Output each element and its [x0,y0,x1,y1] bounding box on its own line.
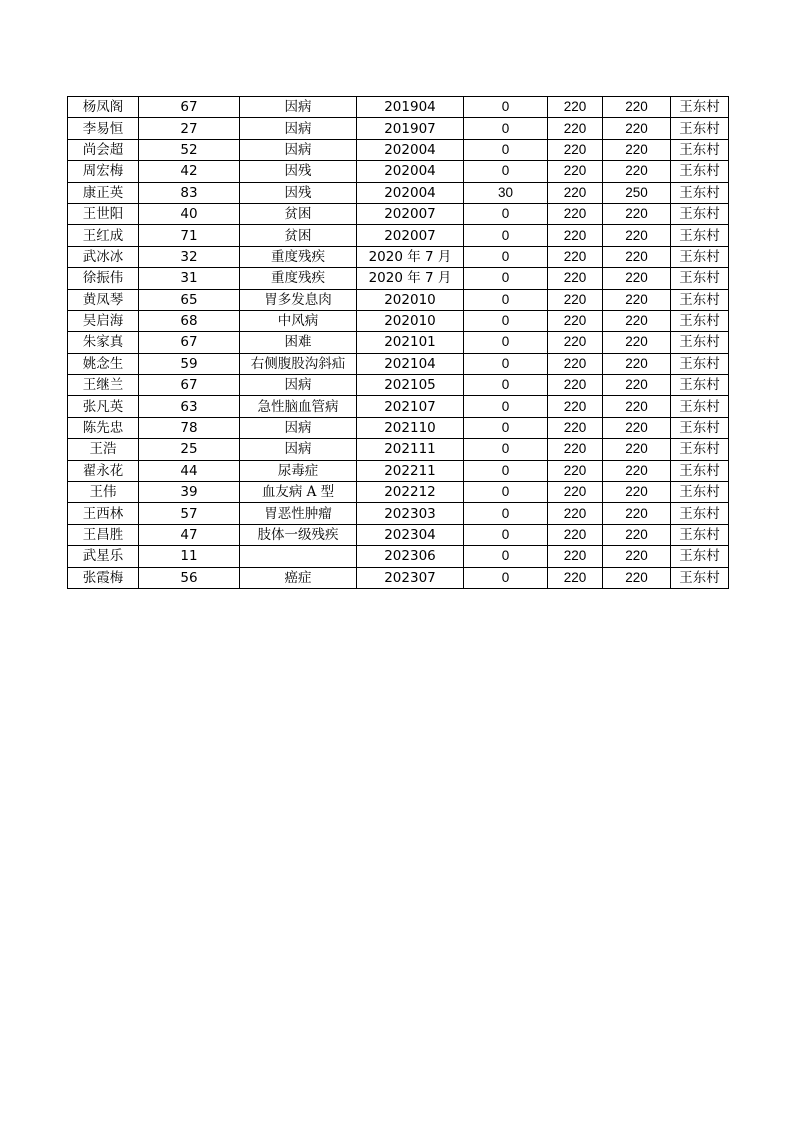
subsidy-amount-cell: 220 [548,268,603,289]
table-row [68,161,729,182]
reason-cell: 重度残疾 [240,268,357,289]
date-cell: 202105 [357,375,464,396]
total-amount-cell: 220 [603,268,671,289]
extra-amount-cell: 0 [464,203,548,224]
extra-amount-cell: 0 [464,139,548,160]
name-cell: 王西林 [68,503,139,524]
subsidy-amount-cell: 220 [548,203,603,224]
total-amount-cell: 220 [603,524,671,545]
date-cell: 201904 [357,97,464,118]
extra-amount-cell: 0 [464,460,548,481]
subsidy-amount-cell: 220 [548,225,603,246]
village-cell: 王东村 [671,546,729,567]
table-row [68,482,729,503]
total-amount-cell: 220 [603,396,671,417]
table-row [68,310,729,331]
total-amount-cell: 220 [603,546,671,567]
total-amount-cell: 220 [603,375,671,396]
subsidy-amount-cell: 220 [548,246,603,267]
village-cell: 王东村 [671,118,729,139]
total-amount-cell: 220 [603,482,671,503]
age-cell: 63 [139,396,240,417]
total-amount-cell: 250 [603,182,671,203]
total-amount-cell: 220 [603,439,671,460]
reason-cell: 胃多发息肉 [240,289,357,310]
name-cell: 尚会超 [68,139,139,160]
date-cell: 201907 [357,118,464,139]
age-cell: 71 [139,225,240,246]
extra-amount-cell: 0 [464,161,548,182]
date-cell: 202110 [357,417,464,438]
reason-cell: 尿毒症 [240,460,357,481]
total-amount-cell: 220 [603,97,671,118]
reason-cell: 贫困 [240,203,357,224]
extra-amount-cell: 0 [464,268,548,289]
subsidy-amount-cell: 220 [548,375,603,396]
name-cell: 武星乐 [68,546,139,567]
subsidy-amount-cell: 220 [548,289,603,310]
subsidy-amount-cell: 220 [548,97,603,118]
name-cell: 张凡英 [68,396,139,417]
subsidy-amount-cell: 220 [548,482,603,503]
village-cell: 王东村 [671,139,729,160]
extra-amount-cell: 0 [464,353,548,374]
reason-cell: 困难 [240,332,357,353]
village-cell: 王东村 [671,182,729,203]
table-row [68,289,729,310]
date-cell: 202010 [357,310,464,331]
name-cell: 张霞梅 [68,567,139,588]
extra-amount-cell: 0 [464,396,548,417]
subsidy-amount-cell: 220 [548,310,603,331]
table-row [68,503,729,524]
age-cell: 25 [139,439,240,460]
date-cell: 202107 [357,396,464,417]
total-amount-cell: 220 [603,139,671,160]
extra-amount-cell: 0 [464,332,548,353]
extra-amount-cell: 0 [464,375,548,396]
reason-cell: 因残 [240,182,357,203]
reason-cell: 贫困 [240,225,357,246]
age-cell: 56 [139,567,240,588]
extra-amount-cell: 0 [464,482,548,503]
table-row [68,139,729,160]
reason-cell: 血友病 A 型 [240,482,357,503]
table-row [68,375,729,396]
village-cell: 王东村 [671,375,729,396]
reason-cell: 因病 [240,97,357,118]
date-cell: 202101 [357,332,464,353]
name-cell: 王昌胜 [68,524,139,545]
village-cell: 王东村 [671,503,729,524]
name-cell: 王红成 [68,225,139,246]
village-cell: 王东村 [671,161,729,182]
village-cell: 王东村 [671,246,729,267]
total-amount-cell: 220 [603,567,671,588]
date-cell: 202307 [357,567,464,588]
name-cell: 姚念生 [68,353,139,374]
subsidy-amount-cell: 220 [548,417,603,438]
name-cell: 王伟 [68,482,139,503]
subsidy-amount-cell: 220 [548,332,603,353]
name-cell: 武冰冰 [68,246,139,267]
name-cell: 吴启海 [68,310,139,331]
table-row [68,203,729,224]
total-amount-cell: 220 [603,118,671,139]
extra-amount-cell: 0 [464,567,548,588]
age-cell: 59 [139,353,240,374]
reason-cell: 右侧腹股沟斜疝 [240,353,357,374]
table-row [68,567,729,588]
date-cell: 2020 年 7 月 [357,246,464,267]
age-cell: 57 [139,503,240,524]
extra-amount-cell: 0 [464,503,548,524]
extra-amount-cell: 0 [464,439,548,460]
name-cell: 周宏梅 [68,161,139,182]
total-amount-cell: 220 [603,460,671,481]
name-cell: 李易恒 [68,118,139,139]
date-cell: 202004 [357,139,464,160]
date-cell: 202212 [357,482,464,503]
age-cell: 68 [139,310,240,331]
total-amount-cell: 220 [603,225,671,246]
reason-cell: 因病 [240,417,357,438]
name-cell: 王浩 [68,439,139,460]
table-row [68,118,729,139]
total-amount-cell: 220 [603,503,671,524]
subsidy-amount-cell: 220 [548,118,603,139]
reason-cell: 因病 [240,439,357,460]
village-cell: 王东村 [671,524,729,545]
age-cell: 78 [139,417,240,438]
age-cell: 27 [139,118,240,139]
total-amount-cell: 220 [603,353,671,374]
village-cell: 王东村 [671,332,729,353]
date-cell: 202007 [357,203,464,224]
village-cell: 王东村 [671,289,729,310]
name-cell: 杨凤阁 [68,97,139,118]
subsidy-amount-cell: 220 [548,460,603,481]
age-cell: 67 [139,375,240,396]
reason-cell: 胃恶性肿瘤 [240,503,357,524]
date-cell: 202004 [357,182,464,203]
table-row [68,353,729,374]
reason-cell: 急性脑血管病 [240,396,357,417]
subsidy-amount-cell: 220 [548,567,603,588]
age-cell: 40 [139,203,240,224]
extra-amount-cell: 0 [464,417,548,438]
village-cell: 王东村 [671,225,729,246]
table-row [68,225,729,246]
total-amount-cell: 220 [603,161,671,182]
subsidy-amount-cell: 220 [548,546,603,567]
date-cell: 202304 [357,524,464,545]
age-cell: 31 [139,268,240,289]
total-amount-cell: 220 [603,332,671,353]
extra-amount-cell: 0 [464,310,548,331]
name-cell: 陈先忠 [68,417,139,438]
total-amount-cell: 220 [603,289,671,310]
age-cell: 11 [139,546,240,567]
village-cell: 王东村 [671,396,729,417]
extra-amount-cell: 0 [464,246,548,267]
subsidy-amount-cell: 220 [548,439,603,460]
table-row [68,439,729,460]
subsidy-amount-cell: 220 [548,182,603,203]
date-cell: 202010 [357,289,464,310]
assistance-roster-table [67,96,729,589]
extra-amount-cell: 0 [464,118,548,139]
total-amount-cell: 220 [603,203,671,224]
subsidy-amount-cell: 220 [548,396,603,417]
date-cell: 202104 [357,353,464,374]
village-cell: 王东村 [671,268,729,289]
table-row [68,396,729,417]
extra-amount-cell: 0 [464,225,548,246]
date-cell: 202007 [357,225,464,246]
reason-cell: 因病 [240,118,357,139]
extra-amount-cell: 0 [464,289,548,310]
reason-cell: 因残 [240,161,357,182]
age-cell: 42 [139,161,240,182]
table-row [68,524,729,545]
table-row [68,97,729,118]
reason-cell: 肢体一级残疾 [240,524,357,545]
village-cell: 王东村 [671,439,729,460]
name-cell: 黄凤琴 [68,289,139,310]
name-cell: 康正英 [68,182,139,203]
date-cell: 202306 [357,546,464,567]
reason-cell: 中风病 [240,310,357,331]
name-cell: 翟永花 [68,460,139,481]
extra-amount-cell: 0 [464,97,548,118]
table-row [68,246,729,267]
subsidy-amount-cell: 220 [548,139,603,160]
reason-cell: 因病 [240,139,357,160]
subsidy-amount-cell: 220 [548,161,603,182]
age-cell: 52 [139,139,240,160]
extra-amount-cell: 0 [464,524,548,545]
age-cell: 65 [139,289,240,310]
reason-cell: 癌症 [240,567,357,588]
reason-cell [240,546,357,567]
age-cell: 32 [139,246,240,267]
reason-cell: 重度残疾 [240,246,357,267]
table-row [68,268,729,289]
date-cell: 202111 [357,439,464,460]
extra-amount-cell: 30 [464,182,548,203]
village-cell: 王东村 [671,482,729,503]
subsidy-amount-cell: 220 [548,353,603,374]
village-cell: 王东村 [671,203,729,224]
extra-amount-cell: 0 [464,546,548,567]
village-cell: 王东村 [671,567,729,588]
age-cell: 67 [139,97,240,118]
age-cell: 47 [139,524,240,545]
village-cell: 王东村 [671,97,729,118]
name-cell: 王继兰 [68,375,139,396]
table-row [68,546,729,567]
date-cell: 202004 [357,161,464,182]
date-cell: 202303 [357,503,464,524]
roster-body [68,97,729,589]
name-cell: 王世阳 [68,203,139,224]
age-cell: 67 [139,332,240,353]
age-cell: 83 [139,182,240,203]
table-row [68,460,729,481]
name-cell: 朱家真 [68,332,139,353]
total-amount-cell: 220 [603,246,671,267]
village-cell: 王东村 [671,353,729,374]
age-cell: 44 [139,460,240,481]
table-row [68,417,729,438]
village-cell: 王东村 [671,460,729,481]
total-amount-cell: 220 [603,417,671,438]
village-cell: 王东村 [671,310,729,331]
total-amount-cell: 220 [603,310,671,331]
reason-cell: 因病 [240,375,357,396]
subsidy-amount-cell: 220 [548,503,603,524]
age-cell: 39 [139,482,240,503]
date-cell: 202211 [357,460,464,481]
table-row [68,332,729,353]
subsidy-amount-cell: 220 [548,524,603,545]
village-cell: 王东村 [671,417,729,438]
name-cell: 徐振伟 [68,268,139,289]
date-cell: 2020 年 7 月 [357,268,464,289]
table-row [68,182,729,203]
